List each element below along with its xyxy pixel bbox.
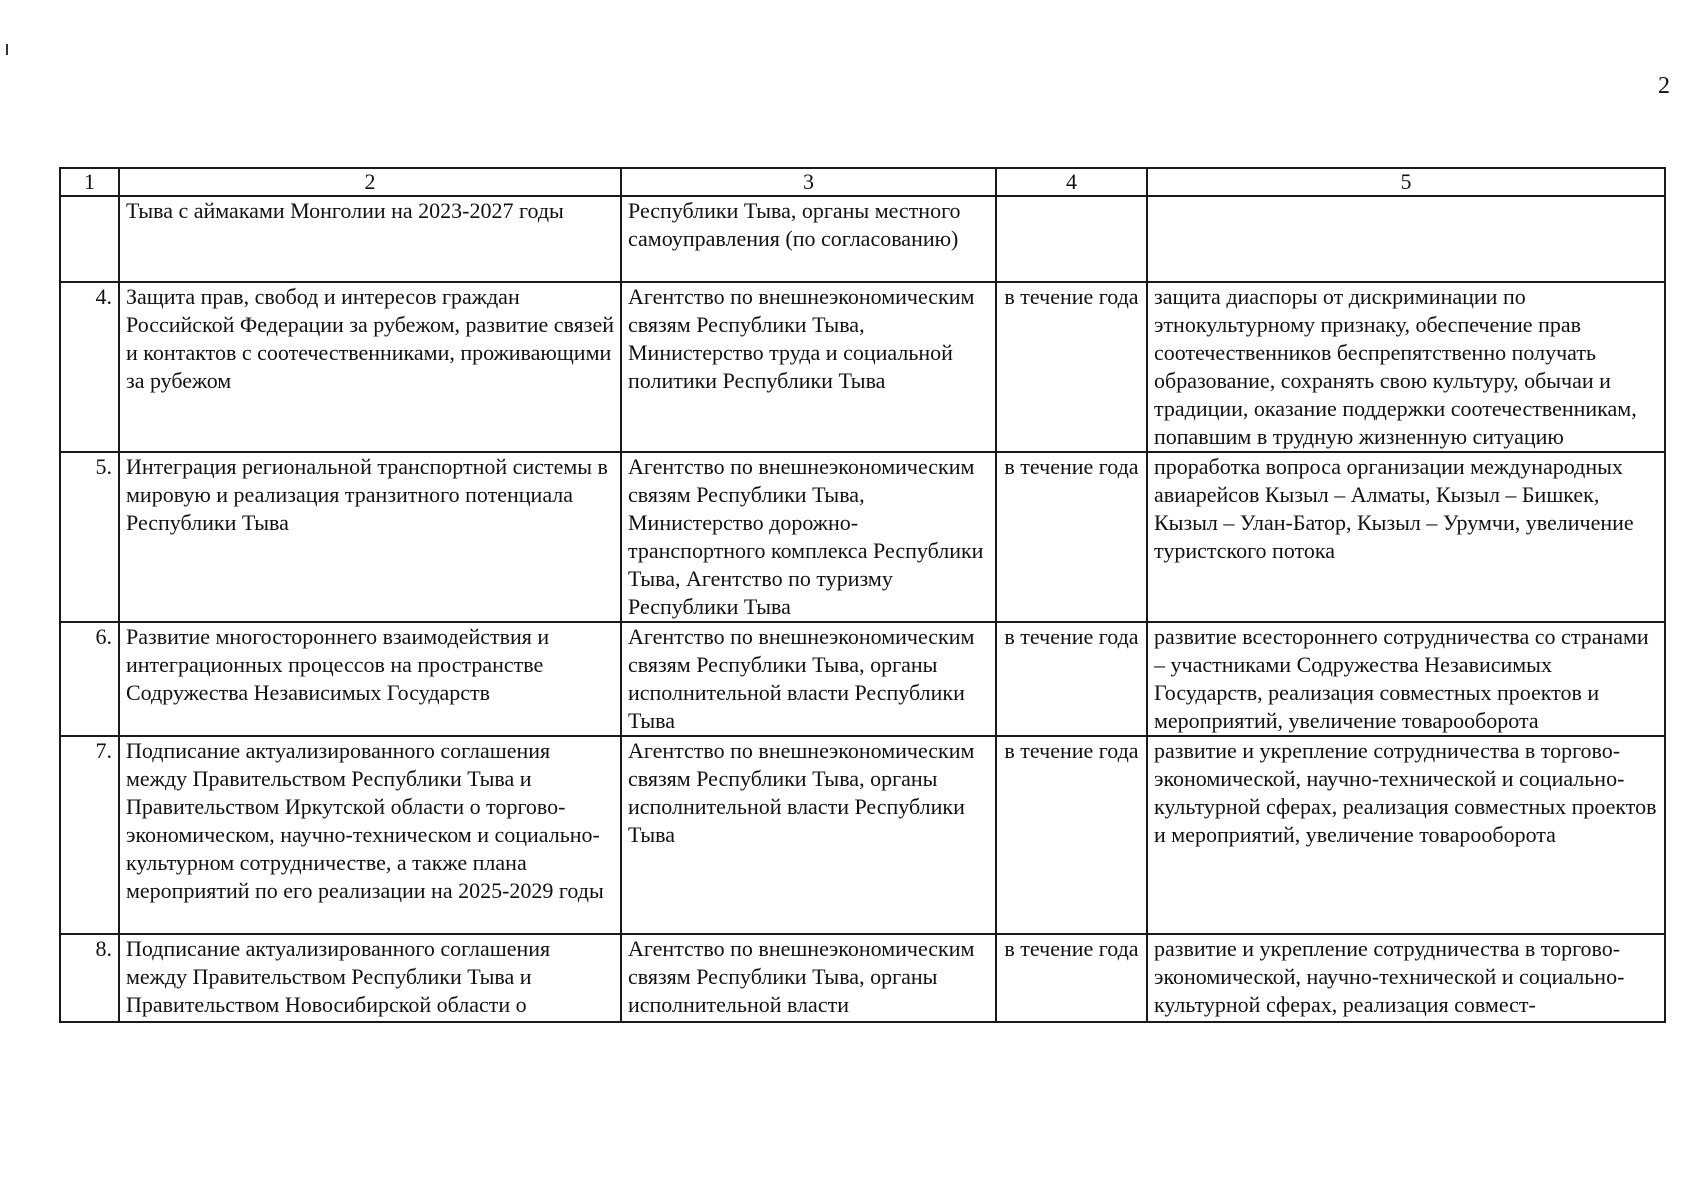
- row-number: 6.: [60, 622, 119, 736]
- column-header-period: 4: [996, 168, 1147, 196]
- page-number: 2: [1658, 73, 1670, 99]
- result-cell: проработка вопроса организации международных авиарейсов Кызыл – Алматы, Кызыл – Бишкек, Кызыл – Улан-Батор, Кызыл – Урумчи, увеличение туристского потока: [1147, 452, 1665, 622]
- result-cell: [1147, 934, 1665, 1022]
- responsible-cell: Агентство по внешнеэкономическим связям Республики Тыва, органы исполнительной власти Республики Тыва: [621, 736, 996, 934]
- period-cell: в течение года: [996, 282, 1147, 452]
- responsible-cell: Республики Тыва, органы местного самоуправления (по согласованию): [621, 196, 996, 282]
- table-row: [60, 452, 1665, 622]
- period-cell: в течение года: [996, 622, 1147, 736]
- table-row: [60, 736, 1665, 934]
- row-number: 7.: [60, 736, 119, 934]
- table-row: [60, 196, 1665, 282]
- period-text: в течение года: [1004, 936, 1139, 961]
- row-number-text: 8.: [95, 936, 112, 961]
- responsible-cell: Агентство по внешнеэкономическим связям Республики Тыва, Министерство дорожно-транспортного комплекса Республики Тыва, Агентство по туризму Республики Тыва: [621, 452, 996, 622]
- period-cell: в течение года: [996, 736, 1147, 934]
- responsible-cell: Агентство по внешнеэкономическим связям Республики Тыва, органы исполнительной власти Республики Тыва: [621, 622, 996, 736]
- header-row: [60, 168, 1665, 196]
- row-number: 4.: [60, 282, 119, 452]
- table-row: [60, 282, 1665, 452]
- result-text: развитие и укрепление сотрудничества в торгово-экономической, научно-технической и социально-культурной сферах, реализация совмест-: [1154, 936, 1625, 1017]
- period-cell: [996, 196, 1147, 282]
- event-cell: Защита прав, свобод и интересов граждан Российской Федерации за рубежом, развитие связей и контактов с соотечественниками, проживающими за рубежом: [119, 282, 621, 452]
- result-cell: развитие и укрепление сотрудничества в торгово-экономической, научно-технической и социально-культурной сферах, реализация совместных проектов и мероприятий, увеличение товарооборота: [1147, 736, 1665, 934]
- event-cell: Развитие многостороннего взаимодействия и интеграционных процессов на пространстве Содружества Независимых Государств: [119, 622, 621, 736]
- column-header-result: 5: [1147, 168, 1665, 196]
- event-cell: Подписание актуализированного соглашения между Правительством Республики Тыва и Правительством Иркутской области о торгово-экономическом, научно-техническом и социально-культурном сотрудничестве, а также плана мероприятий по его реализации на 2025-2029 годы: [119, 736, 621, 934]
- responsible-cell: Агентство по внешнеэкономическим связям Республики Тыва, Министерство труда и социальной политики Республики Тыва: [621, 282, 996, 452]
- period-cell: в течение года: [996, 452, 1147, 622]
- event-cell: Тыва с аймаками Монголии на 2023-2027 годы: [119, 196, 621, 282]
- responsible-text: Агентство по внешнеэкономическим связям Республики Тыва, органы исполнительной власти: [628, 936, 975, 1017]
- result-cell: развитие всестороннего сотрудничества со странами – участниками Содружества Независимых Государств, реализация совместных проектов и мероприятий, увеличение товарооборота: [1147, 622, 1665, 736]
- row-number: 5.: [60, 452, 119, 622]
- row-number: [60, 934, 119, 1022]
- column-header-responsible: 3: [621, 168, 996, 196]
- responsible-cell: [621, 934, 996, 1022]
- event-cell: Интеграция региональной транспортной системы в мировую и реализация транзитного потенциала Республики Тыва: [119, 452, 621, 622]
- period-cell: [996, 934, 1147, 1022]
- event-cell: [119, 934, 621, 1022]
- plan-table: [59, 167, 1666, 1023]
- scan-artifact: [6, 44, 8, 55]
- table-row: [60, 622, 1665, 736]
- table-row: [60, 934, 1665, 1022]
- column-header-number: 1: [60, 168, 119, 196]
- result-cell: защита диаспоры от дискриминации по этнокультурному признаку, обеспечение прав соотечественников беспрепятственно получать образование, сохранять свою культуру, обычаи и традиции, оказание поддержки соотечественникам, попавшим в трудную жизненную ситуацию: [1147, 282, 1665, 452]
- row-number: [60, 196, 119, 282]
- event-text: Подписание актуализированного соглашения между Правительством Республики Тыва и Правительством Новосибирской области о: [126, 936, 551, 1017]
- result-cell: [1147, 196, 1665, 282]
- column-header-event: 2: [119, 168, 621, 196]
